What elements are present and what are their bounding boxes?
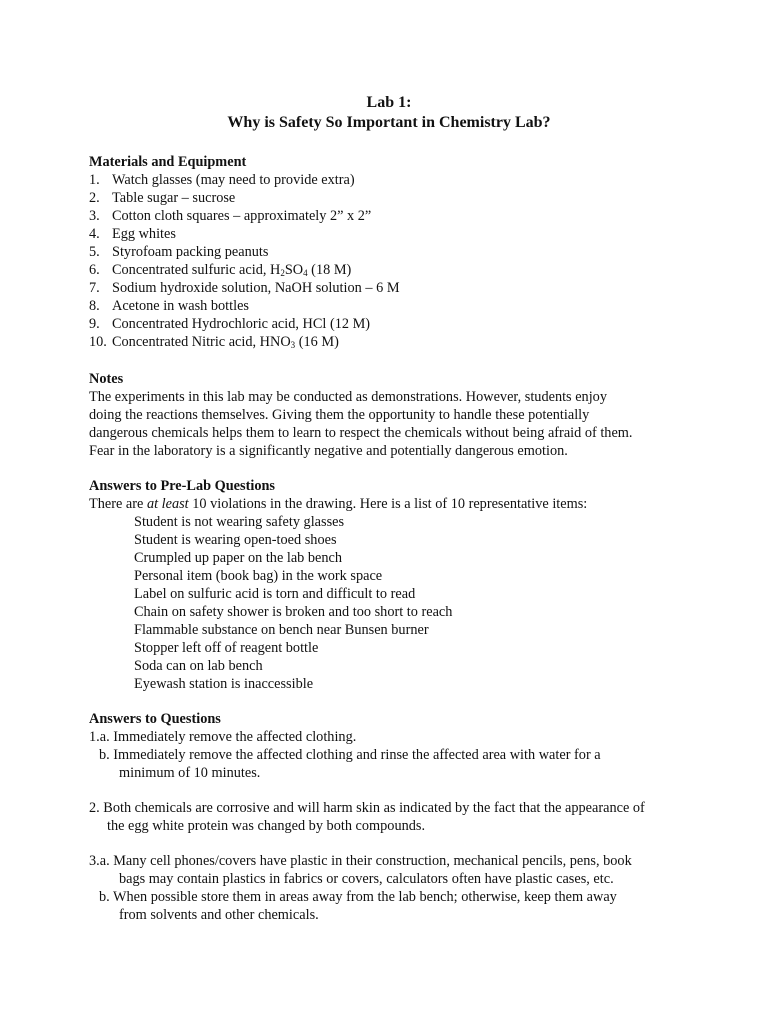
list-item: Stopper left off of reagent bottle <box>134 640 319 656</box>
item-number: 8. <box>89 298 100 314</box>
list-item: Chain on safety shower is broken and too short to reach <box>134 604 453 620</box>
materials-list <box>89 171 689 351</box>
item-number: 5. <box>89 244 100 260</box>
formula-subscript: 3 <box>290 340 296 350</box>
list-item <box>89 207 689 225</box>
notes-heading: Notes <box>89 371 124 387</box>
formula-text: Concentrated sulfuric acid, H <box>112 262 281 278</box>
answer-2-continued: the egg white protein was changed by both compounds. <box>107 818 426 834</box>
list-item: Label on sulfuric acid is torn and difficult to read <box>134 586 416 602</box>
answer-3a: 3.a. Many cell phones/covers have plastic in their construction, mechanical pencils, pens, book <box>89 853 632 869</box>
list-item: Flammable substance on bench near Bunsen burner <box>134 622 429 638</box>
answer-1b: b. Immediately remove the affected clothing and rinse the affected area with water for a <box>99 747 601 763</box>
notes-line: dangerous chemicals helps them to learn to respect the chemicals without being afraid of them. <box>89 425 633 441</box>
item-number: 7. <box>89 280 100 296</box>
list-item: Eyewash station is inaccessible <box>134 676 314 692</box>
list-item <box>89 243 689 261</box>
formula-text: SO <box>284 262 304 278</box>
list-item: Soda can on lab bench <box>134 658 263 674</box>
item-text: Table sugar – sucrose <box>112 190 236 206</box>
notes-paragraph <box>89 388 689 460</box>
item-text: Egg whites <box>112 226 176 242</box>
prelab-heading: Answers to Pre-Lab Questions <box>89 478 275 494</box>
formula-text: Concentrated Nitric acid, HNO <box>112 334 291 350</box>
item-number: 6. <box>89 262 100 278</box>
list-item: Student is not wearing safety glasses <box>134 514 345 530</box>
title-question: Why is Safety So Important in Chemistry Lab? <box>227 113 551 131</box>
list-item <box>89 189 689 207</box>
item-number: 4. <box>89 226 100 242</box>
item-text <box>112 334 339 350</box>
answers-section <box>89 728 689 924</box>
item-number: 10. <box>89 334 107 350</box>
notes-line: Fear in the laboratory is a significantly negative and potentially dangerous emotion. <box>89 443 568 459</box>
list-item <box>89 279 689 297</box>
answer-1b-continued: minimum of 10 minutes. <box>119 765 261 781</box>
item-number: 3. <box>89 208 100 224</box>
list-item <box>89 171 689 189</box>
item-number: 2. <box>89 190 100 206</box>
prelab-intro <box>89 495 689 513</box>
formula-subscript: 4 <box>303 268 308 278</box>
list-item <box>89 333 689 351</box>
formula-text: (16 M) <box>295 334 339 350</box>
item-text: Cotton cloth squares – approximately 2” x 2” <box>112 208 372 224</box>
document-page <box>89 93 689 924</box>
intro-text: 10 violations in the drawing. Here is a list of 10 representative items: <box>188 496 588 512</box>
materials-heading: Materials and Equipment <box>89 154 247 170</box>
intro-emphasis: at least <box>146 496 189 512</box>
item-text: Sodium hydroxide solution, NaOH solution – 6 M <box>112 280 400 296</box>
list-item <box>89 261 689 279</box>
title-lab-number: Lab 1: <box>366 94 412 111</box>
list-item: Personal item (book bag) in the work space <box>134 568 383 584</box>
item-number: 1. <box>89 172 100 188</box>
answer-3b: b. When possible store them in areas away from the lab bench; otherwise, keep them away <box>99 889 617 905</box>
formula-text: (18 M) <box>307 262 352 278</box>
list-item: Crumpled up paper on the lab bench <box>134 550 343 566</box>
answers-heading: Answers to Questions <box>89 711 221 727</box>
item-text: Concentrated Hydrochloric acid, HCl (12 M) <box>112 316 371 332</box>
list-item <box>89 297 689 315</box>
document-title <box>89 93 689 132</box>
notes-line: doing the reactions themselves. Giving them the opportunity to handle these potentially <box>89 407 590 423</box>
list-item <box>89 225 689 243</box>
formula-subscript: 2 <box>280 268 285 278</box>
item-number: 9. <box>89 316 100 332</box>
item-text <box>112 262 351 278</box>
answer-3b-continued: from solvents and other chemicals. <box>119 907 319 923</box>
intro-text: There are <box>89 496 147 512</box>
answer-1a: 1.a. Immediately remove the affected clothing. <box>89 729 357 745</box>
answer-2: 2. Both chemicals are corrosive and will harm skin as indicated by the fact that the appearance of <box>89 800 645 816</box>
notes-line: The experiments in this lab may be conducted as demonstrations. However, students enjoy <box>89 389 607 405</box>
item-text: Acetone in wash bottles <box>112 298 249 314</box>
item-text: Styrofoam packing peanuts <box>112 244 269 260</box>
list-item <box>89 315 689 333</box>
list-item: Student is wearing open-toed shoes <box>134 532 337 548</box>
answer-3a-continued: bags may contain plastics in fabrics or covers, calculators often have plastic cases, etc. <box>119 871 614 887</box>
item-text: Watch glasses (may need to provide extra) <box>112 172 355 188</box>
violations-list <box>89 513 689 693</box>
